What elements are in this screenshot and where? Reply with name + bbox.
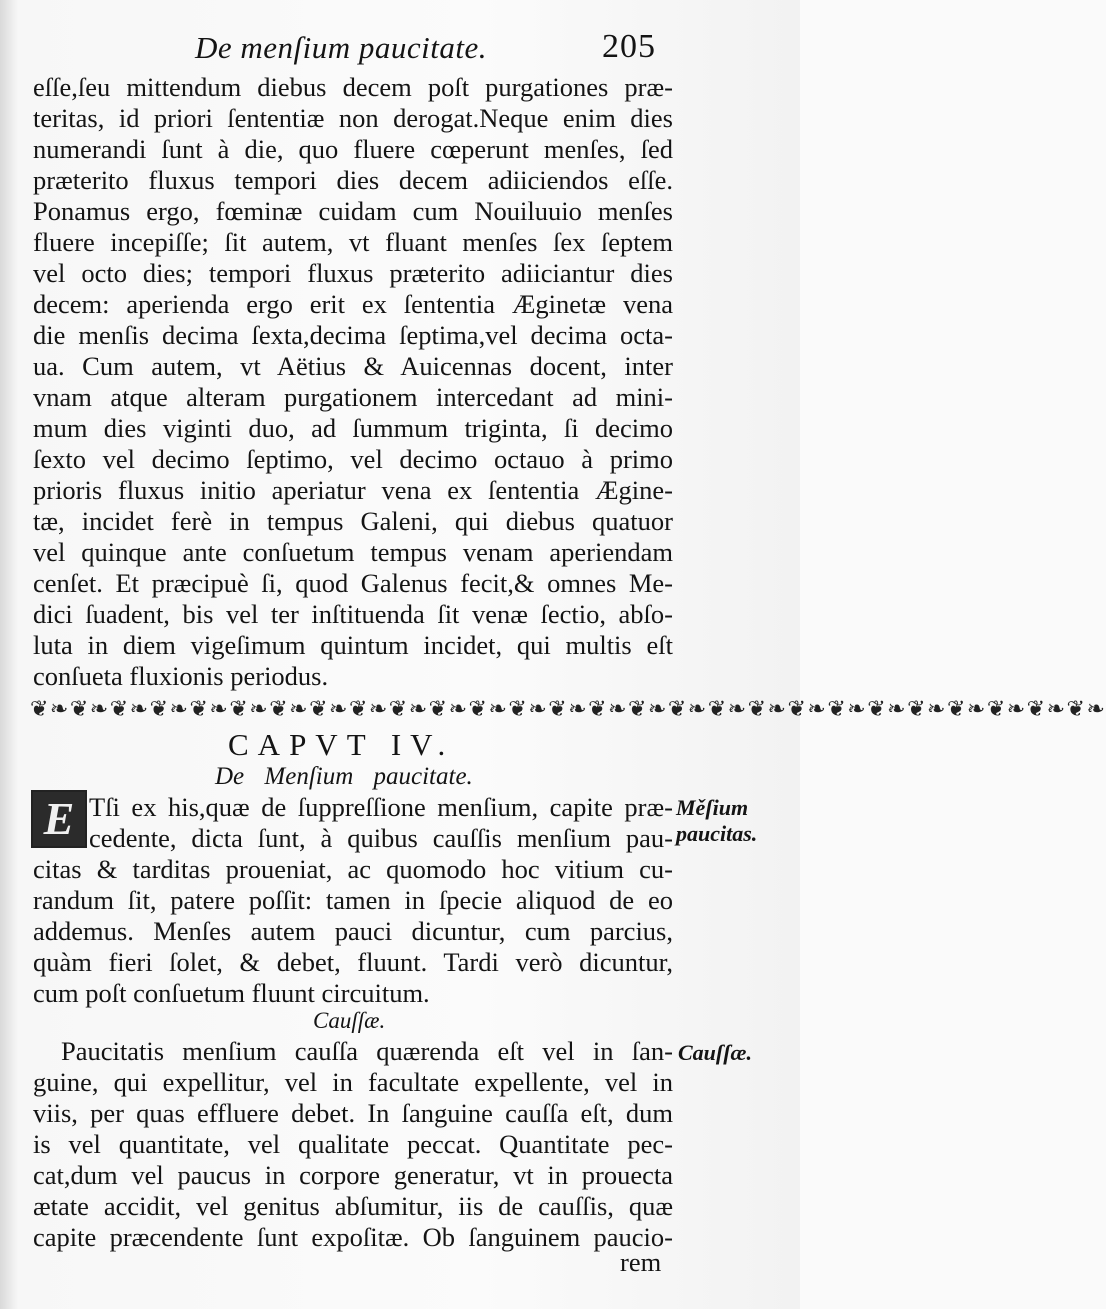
text-line: is vel quantitate, vel qualitate peccat. Quantitate pec- (33, 1129, 673, 1159)
text-line: addemus. Menſes autem pauci dicuntur, cum parcius, (33, 916, 673, 946)
text-line: ſexto vel decimo ſeptimo, vel decimo octauo à primo (33, 444, 673, 474)
text-line: guine, qui expellitur, vel in facultate expellente, vel in (33, 1067, 673, 1097)
page-number: 205 (602, 28, 656, 65)
text-line: Paucitatis menſium cauſſa quærenda eſt vel in ſan- (61, 1036, 673, 1066)
text-line: dici ſuadent, bis vel ter inſtituenda ſit venæ ſectio, abſo- (33, 599, 673, 629)
page-header (0, 30, 800, 70)
text-line: numerandi ſunt à die, quo fluere cœperunt menſes, ſed (33, 134, 673, 164)
text-line: die menſis decima ſexta,decima ſeptima,vel decima octa- (33, 320, 673, 350)
text-line: capite præcendente ſunt expoſitæ. Ob ſanguinem paucio- (33, 1222, 673, 1252)
text-line: vnam atque alteram purgationem intercedant ad mini- (33, 382, 673, 412)
ornamental-divider: ❦❧❦❧❦❧❦❧❦❧❦❧❦❧❦❧❦❧❦❧❦❧❦❧❦❧❦❧❦❧❦❧❦❧❦❧❦❧❦❧❦❧❦❧❦❧❦❧❦❧❦❧❦❧ (30, 697, 1106, 722)
text-line: Ponamus ergo, fœminæ cuidam cum Nouiluuio menſes (33, 196, 673, 226)
margin-note-line: paucitas. (676, 821, 758, 846)
text-line: eſſe,ſeu mittendum diebus decem poſt purgationes præ- (33, 72, 673, 102)
text-line: præterito fluxus tempori dies decem adiiciendos eſſe. (33, 165, 673, 195)
text-line: luta in diem vigeſimum quintum incidet, qui multis eſt (33, 630, 673, 660)
text-line: prioris fluxus initio aperiatur vena ex ſententia Ægine- (33, 475, 673, 505)
text-line: viis, per quas effluere debet. In ſanguine cauſſa eſt, dum (33, 1098, 673, 1128)
text-line: Tſi ex his,quæ de ſuppreſſione menſium, capite præ- (89, 792, 673, 822)
text-line: ua. Cum autem, vt Aëtius & Auicennas docent, inter (33, 351, 673, 381)
text-line: conſueta fluxionis periodus. (33, 661, 329, 691)
text-line: decem: aperienda ergo erit ex ſententia Æginetæ vena (33, 289, 673, 319)
text-line: cenſet. Et præcipuè ſi, quod Galenus fecit,& omnes Me- (33, 568, 673, 598)
text-line: vel octo dies; tempori fluxus præterito adiiciantur dies (33, 258, 673, 288)
margin-note-line: Měſium (676, 795, 749, 820)
chapter-heading: CAPVT IV. (228, 727, 455, 762)
chapter-subtitle: De Menſium paucitate. (215, 763, 473, 790)
catchword: rem (620, 1247, 662, 1277)
text-line: randum ſit, patere poſſit: tamen in ſpecie aliquod de eo (33, 885, 673, 915)
text-line: mum dies viginti duo, ad ſummum triginta, ſi decimo (33, 413, 673, 443)
text-line: ætate accidit, vel genitus abſumitur, iis de cauſſis, quæ (33, 1191, 673, 1221)
section-heading: Cauſſæ. (313, 1008, 386, 1033)
text-line: quàm fieri ſolet, & debet, fluunt. Tardi verò dicuntur, (33, 947, 673, 977)
text-line: citas & tarditas proueniat, ac quomodo hoc vitium cu- (33, 854, 673, 884)
text-line: cum poſt conſuetum fluunt circuitum. (33, 978, 430, 1008)
margin-note-mensium (676, 795, 757, 847)
text-line: tæ, incidet ferè in tempus Galeni, qui diebus quatuor (33, 506, 673, 536)
causae-paragraph (33, 1036, 673, 1253)
chapter-paragraph (33, 792, 673, 1009)
text-line: cedente, dicta ſunt, à quibus cauſſis menſium pau- (89, 823, 673, 853)
text-line: vel quinque ante conſuetum tempus venam aperiendam (33, 537, 673, 567)
running-title: De menſium paucitate. (195, 30, 488, 65)
text-line: teritas, id priori ſententiæ non derogat.Neque enim dies (33, 103, 673, 133)
text-line: fluere incepiſſe; ſit autem, vt fluant menſes ſex ſeptem (33, 227, 673, 257)
text-line: cat,dum vel paucus in corpore generatur, vt in prouecta (33, 1160, 673, 1190)
body-paragraph (33, 72, 673, 692)
margin-note-causae: Cauſſæ. (678, 1040, 752, 1065)
decorated-initial: E (31, 790, 87, 848)
